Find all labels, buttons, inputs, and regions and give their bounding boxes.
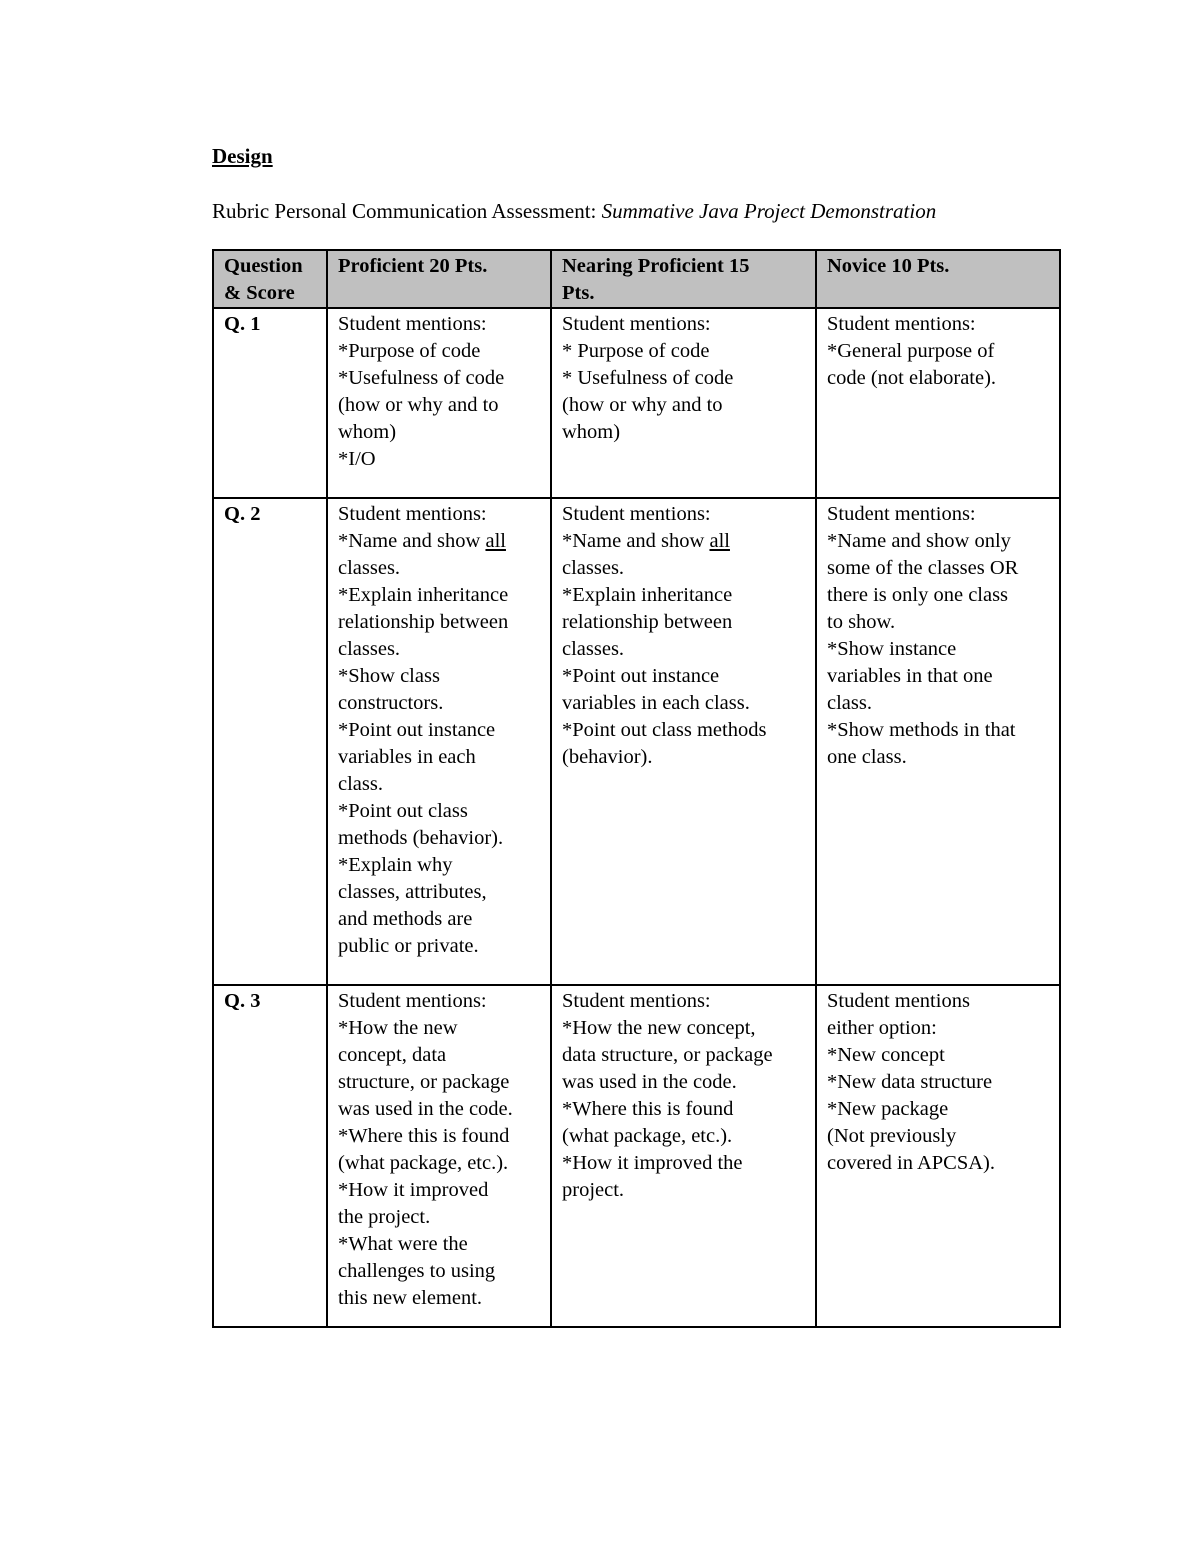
cell-line: Student mentions: [338, 313, 487, 335]
novice-cell [816, 498, 1060, 985]
cell-line: relationship between [338, 611, 509, 633]
cell-line: was used in the code. [562, 1071, 737, 1093]
table-row [213, 985, 1060, 1327]
cell-line: variables in each class. [562, 692, 750, 714]
cell-line: classes. [338, 557, 401, 579]
cell-line: project. [562, 1179, 625, 1201]
header-row [213, 250, 1060, 308]
cell-line: *How the new concept, [562, 1017, 756, 1039]
cell-line: *Show methods in that [827, 719, 1016, 741]
novice-cell [816, 985, 1060, 1327]
cell-line: *Where this is found [562, 1098, 734, 1120]
header-line: Novice 10 Pts. [827, 255, 950, 277]
cell-line: *Usefulness of code [338, 367, 505, 389]
rubric-table [212, 249, 1061, 1328]
subtitle-italic-text: Summative Java Project Demonstration [601, 199, 937, 223]
cell-line: *I/O [338, 448, 376, 470]
question-label: Q. 2 [224, 503, 261, 525]
question-cell [213, 308, 327, 498]
cell-line: *Name and show all [338, 530, 506, 552]
header-line: Nearing Proficient 15 [562, 255, 750, 277]
cell-line: classes. [562, 638, 625, 660]
cell-line: and methods are [338, 908, 473, 930]
cell-line: structure, or package [338, 1071, 510, 1093]
cell-line: * Usefulness of code [562, 367, 734, 389]
cell-line: classes. [338, 638, 401, 660]
cell-line: (what package, etc.). [562, 1125, 733, 1147]
cell-line: *What were the [338, 1233, 468, 1255]
cell-line: classes. [562, 557, 625, 579]
question-cell [213, 498, 327, 985]
cell-line: to show. [827, 611, 896, 633]
cell-line: *New data structure [827, 1071, 993, 1093]
cell-line: *Name and show all [562, 530, 730, 552]
cell-line: (Not previously [827, 1125, 957, 1147]
cell-line: *How the new [338, 1017, 458, 1039]
cell-line: *Explain why [338, 854, 453, 876]
cell-line: was used in the code. [338, 1098, 513, 1120]
proficient-cell [327, 498, 551, 985]
cell-line: * Purpose of code [562, 340, 710, 362]
cell-line: data structure, or package [562, 1044, 773, 1066]
cell-line: Student mentions: [338, 503, 487, 525]
cell-line: class. [338, 773, 383, 795]
cell-line: *Purpose of code [338, 340, 481, 362]
subtitle-text: Rubric Personal Communication Assessment: [212, 199, 602, 223]
cell-line: *Point out class [338, 800, 468, 822]
cell-line: *Point out instance [338, 719, 496, 741]
cell-line: *How it improved the [562, 1152, 743, 1174]
cell-line: either option: [827, 1017, 937, 1039]
header-proficient [327, 250, 551, 308]
cell-line: *General purpose of [827, 340, 995, 362]
cell-line: *Show instance [827, 638, 957, 660]
cell-line: relationship between [562, 611, 733, 633]
cell-line: (behavior). [562, 746, 653, 768]
proficient-cell [327, 308, 551, 498]
cell-line: *Point out class methods [562, 719, 767, 741]
cell-line: public or private. [338, 935, 479, 957]
section-heading: Design [212, 144, 273, 168]
cell-line: (how or why and to [338, 394, 499, 416]
cell-line: Student mentions: [827, 313, 976, 335]
underlined-word: all [485, 530, 506, 552]
header-nearing-proficient [551, 250, 816, 308]
cell-line: *How it improved [338, 1179, 489, 1201]
cell-line: there is only one class [827, 584, 1009, 606]
cell-line: Student mentions: [562, 503, 711, 525]
cell-line: (what package, etc.). [338, 1152, 509, 1174]
cell-line: concept, data [338, 1044, 447, 1066]
header-line: Pts. [562, 282, 595, 304]
cell-line: class. [827, 692, 872, 714]
cell-line: Student mentions: [338, 990, 487, 1012]
cell-line: Student mentions: [562, 313, 711, 335]
cell-line: Student mentions: [562, 990, 711, 1012]
question-label: Q. 1 [224, 313, 261, 335]
cell-line: classes, attributes, [338, 881, 487, 903]
header-novice [816, 250, 1060, 308]
cell-line: variables in that one [827, 665, 993, 687]
cell-line: *Show class [338, 665, 440, 687]
cell-line: covered in APCSA). [827, 1152, 995, 1174]
cell-line: variables in each [338, 746, 476, 768]
novice-cell [816, 308, 1060, 498]
nearing-proficient-cell [551, 498, 816, 985]
cell-line: one class. [827, 746, 907, 768]
cell-line: challenges to using [338, 1260, 496, 1282]
header-line: Question [224, 255, 303, 277]
cell-line: whom) [562, 421, 621, 443]
nearing-proficient-cell [551, 308, 816, 498]
cell-line: Student mentions [827, 990, 970, 1012]
question-label: Q. 3 [224, 990, 261, 1012]
cell-line: *Where this is found [338, 1125, 510, 1147]
cell-line: constructors. [338, 692, 444, 714]
cell-line: (how or why and to [562, 394, 723, 416]
header-question-score [213, 250, 327, 308]
header-line: Proficient 20 Pts. [338, 255, 488, 277]
cell-line: *New package [827, 1098, 949, 1120]
cell-line: *Name and show only [827, 530, 1011, 552]
question-cell [213, 985, 327, 1327]
cell-line: methods (behavior). [338, 827, 504, 849]
table-row [213, 498, 1060, 985]
cell-line: code (not elaborate). [827, 367, 997, 389]
cell-line: *Point out instance [562, 665, 720, 687]
rubric-subtitle [212, 198, 936, 224]
cell-line: whom) [338, 421, 397, 443]
cell-line: some of the classes OR [827, 557, 1019, 579]
cell-line: *Explain inheritance [562, 584, 733, 606]
underlined-word: all [709, 530, 730, 552]
cell-line: Student mentions: [827, 503, 976, 525]
proficient-cell [327, 985, 551, 1327]
header-line: & Score [224, 282, 295, 304]
cell-line: *New concept [827, 1044, 945, 1066]
cell-line: *Explain inheritance [338, 584, 509, 606]
cell-line: this new element. [338, 1287, 483, 1309]
table-row [213, 308, 1060, 498]
cell-line: the project. [338, 1206, 431, 1228]
nearing-proficient-cell [551, 985, 816, 1327]
